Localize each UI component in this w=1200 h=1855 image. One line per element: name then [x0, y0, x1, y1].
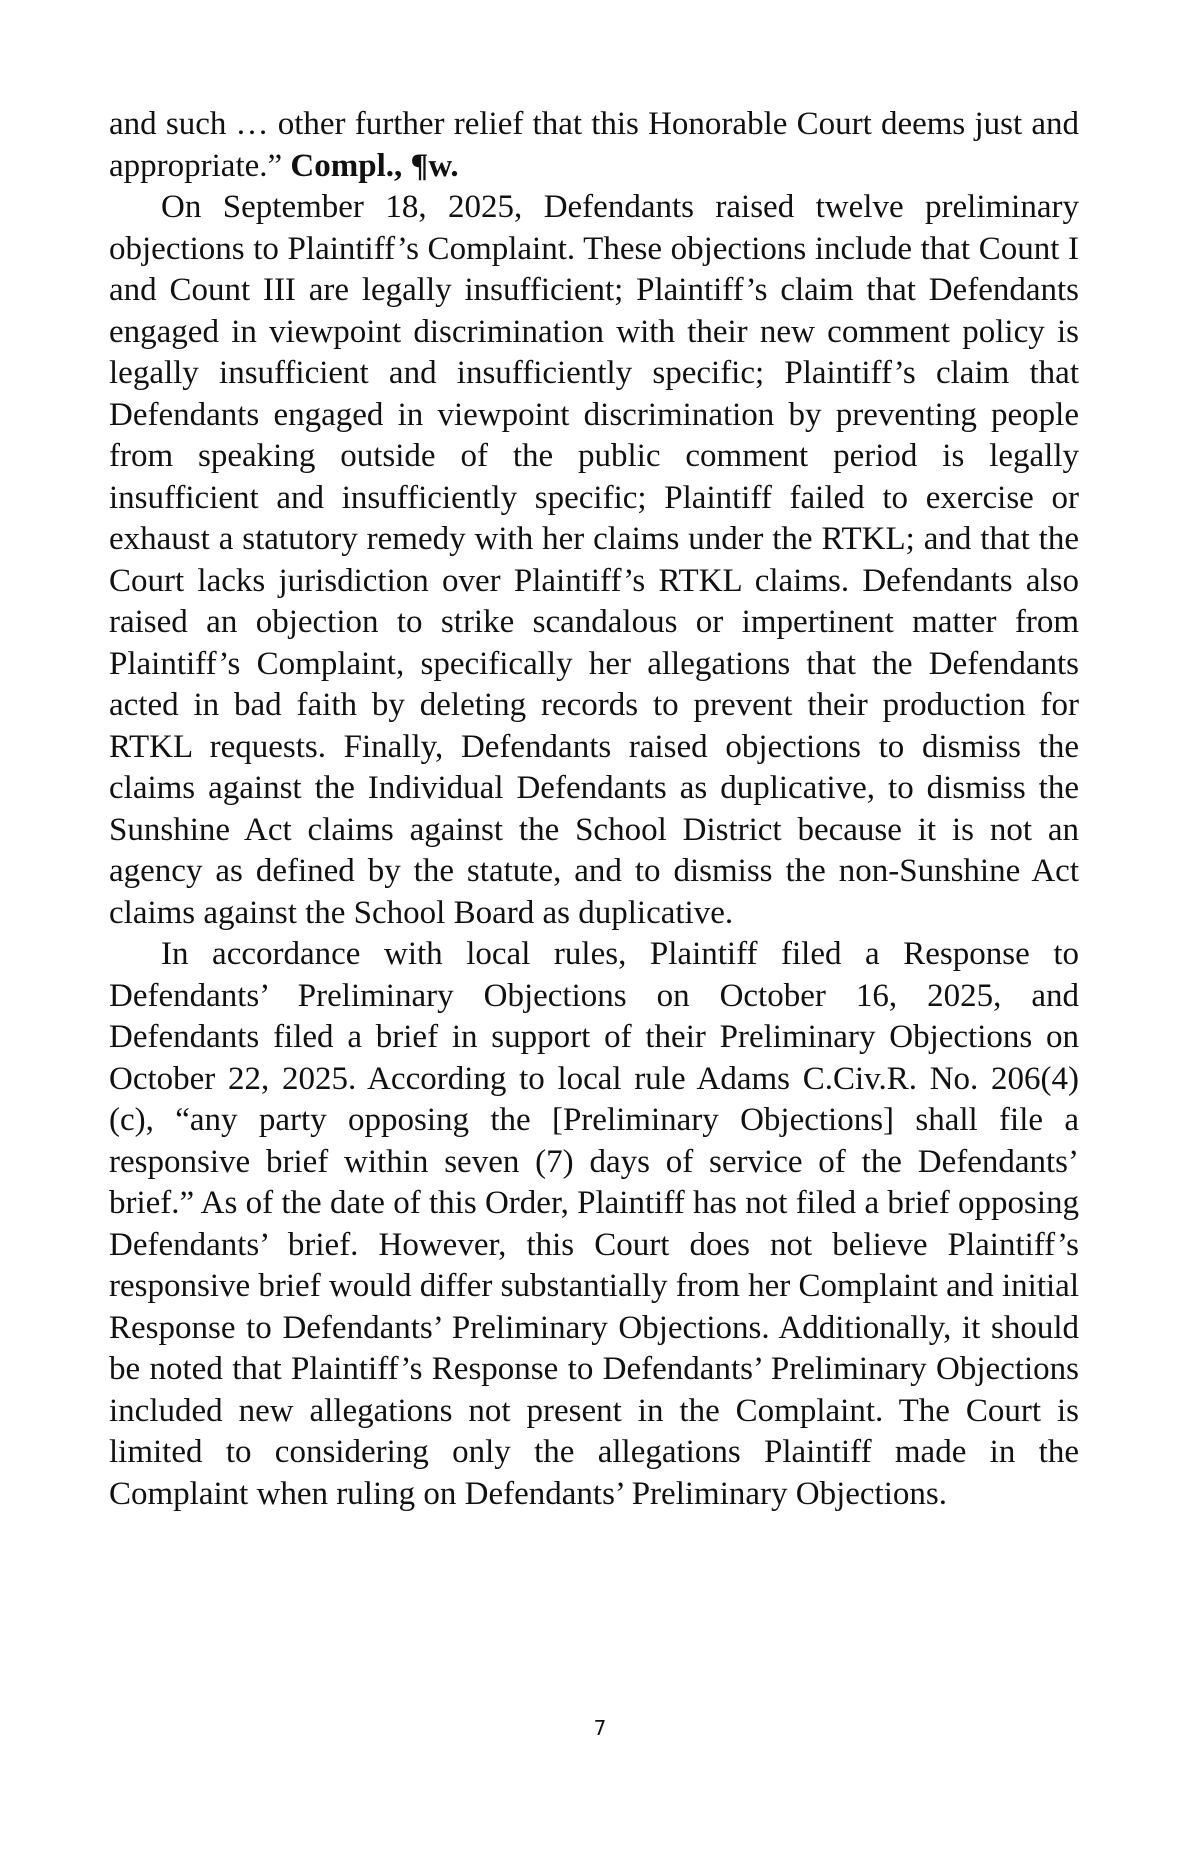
- paragraph-local-rules: In accordance with local rules, Plaintiff filed a Response to Defendants’ Preliminary Objections on October 16, 2025, and Defendants filed a brief in support of their Preliminary Objections on October 22, 2025. According to local rule Adams C.Civ.R. No. 206(4)(c), “any party opposing the [Preliminary Objections] shall file a responsive brief within seven (7) days of service of the Defendants’ brief.” As of the date of this Order, Plaintiff has not filed a brief opposing Defendants’ brief. However, this Court does not believe Plaintiff’s responsive brief would differ substantially from her Complaint and initial Response to Defendants’ Preliminary Objections. Additionally, it should be noted that Plaintiff’s Response to Defendants’ Preliminary Objections included new allegations not present in the Complaint. The Court is limited to considering only the allegations Plaintiff made in the Complaint when ruling on Defendants’ Preliminary Objections.: [109, 936, 1079, 1512]
- relief-text: and such … other further relief that this Honorable Court deems just and appropriate.”: [109, 106, 1079, 184]
- paragraph-relief-continuation: [109, 104, 1079, 187]
- document-body: [109, 104, 1079, 1515]
- page-number: 7: [593, 1716, 607, 1740]
- complaint-citation: Compl., ¶w.: [290, 147, 459, 184]
- paragraph-preliminary-objections: On September 18, 2025, Defendants raised twelve preliminary objections to Plaintiff’s Complaint. These objections include that Count I and Count III are legally insufficient; Plaintiff’s claim that Defendants engaged in viewpoint discrimination with their new comment policy is legally insufficient and insufficiently specific; Plaintiff’s claim that Defendants engaged in viewpoint discrimination by preventing people from speaking outside of the public comment period is legally insufficient and insufficiently specific; Plaintiff failed to exercise or exhaust a statutory remedy with her claims under the RTKL; and that the Court lacks jurisdiction over Plaintiff’s RTKL claims. Defendants also raised an objection to strike scandalous or impertinent matter from Plaintiff’s Complaint, specifically her allegations that the Defendants acted in bad faith by deleting records to prevent their production for RTKL requests. Finally, Defendants raised objections to dismiss the claims against the Individual Defendants as duplicative, to dismiss the Sunshine Act claims against the School District because it is not an agency as defined by the statute, and to dismiss the non-Sunshine Act claims against the School Board as duplicative.: [109, 189, 1079, 931]
